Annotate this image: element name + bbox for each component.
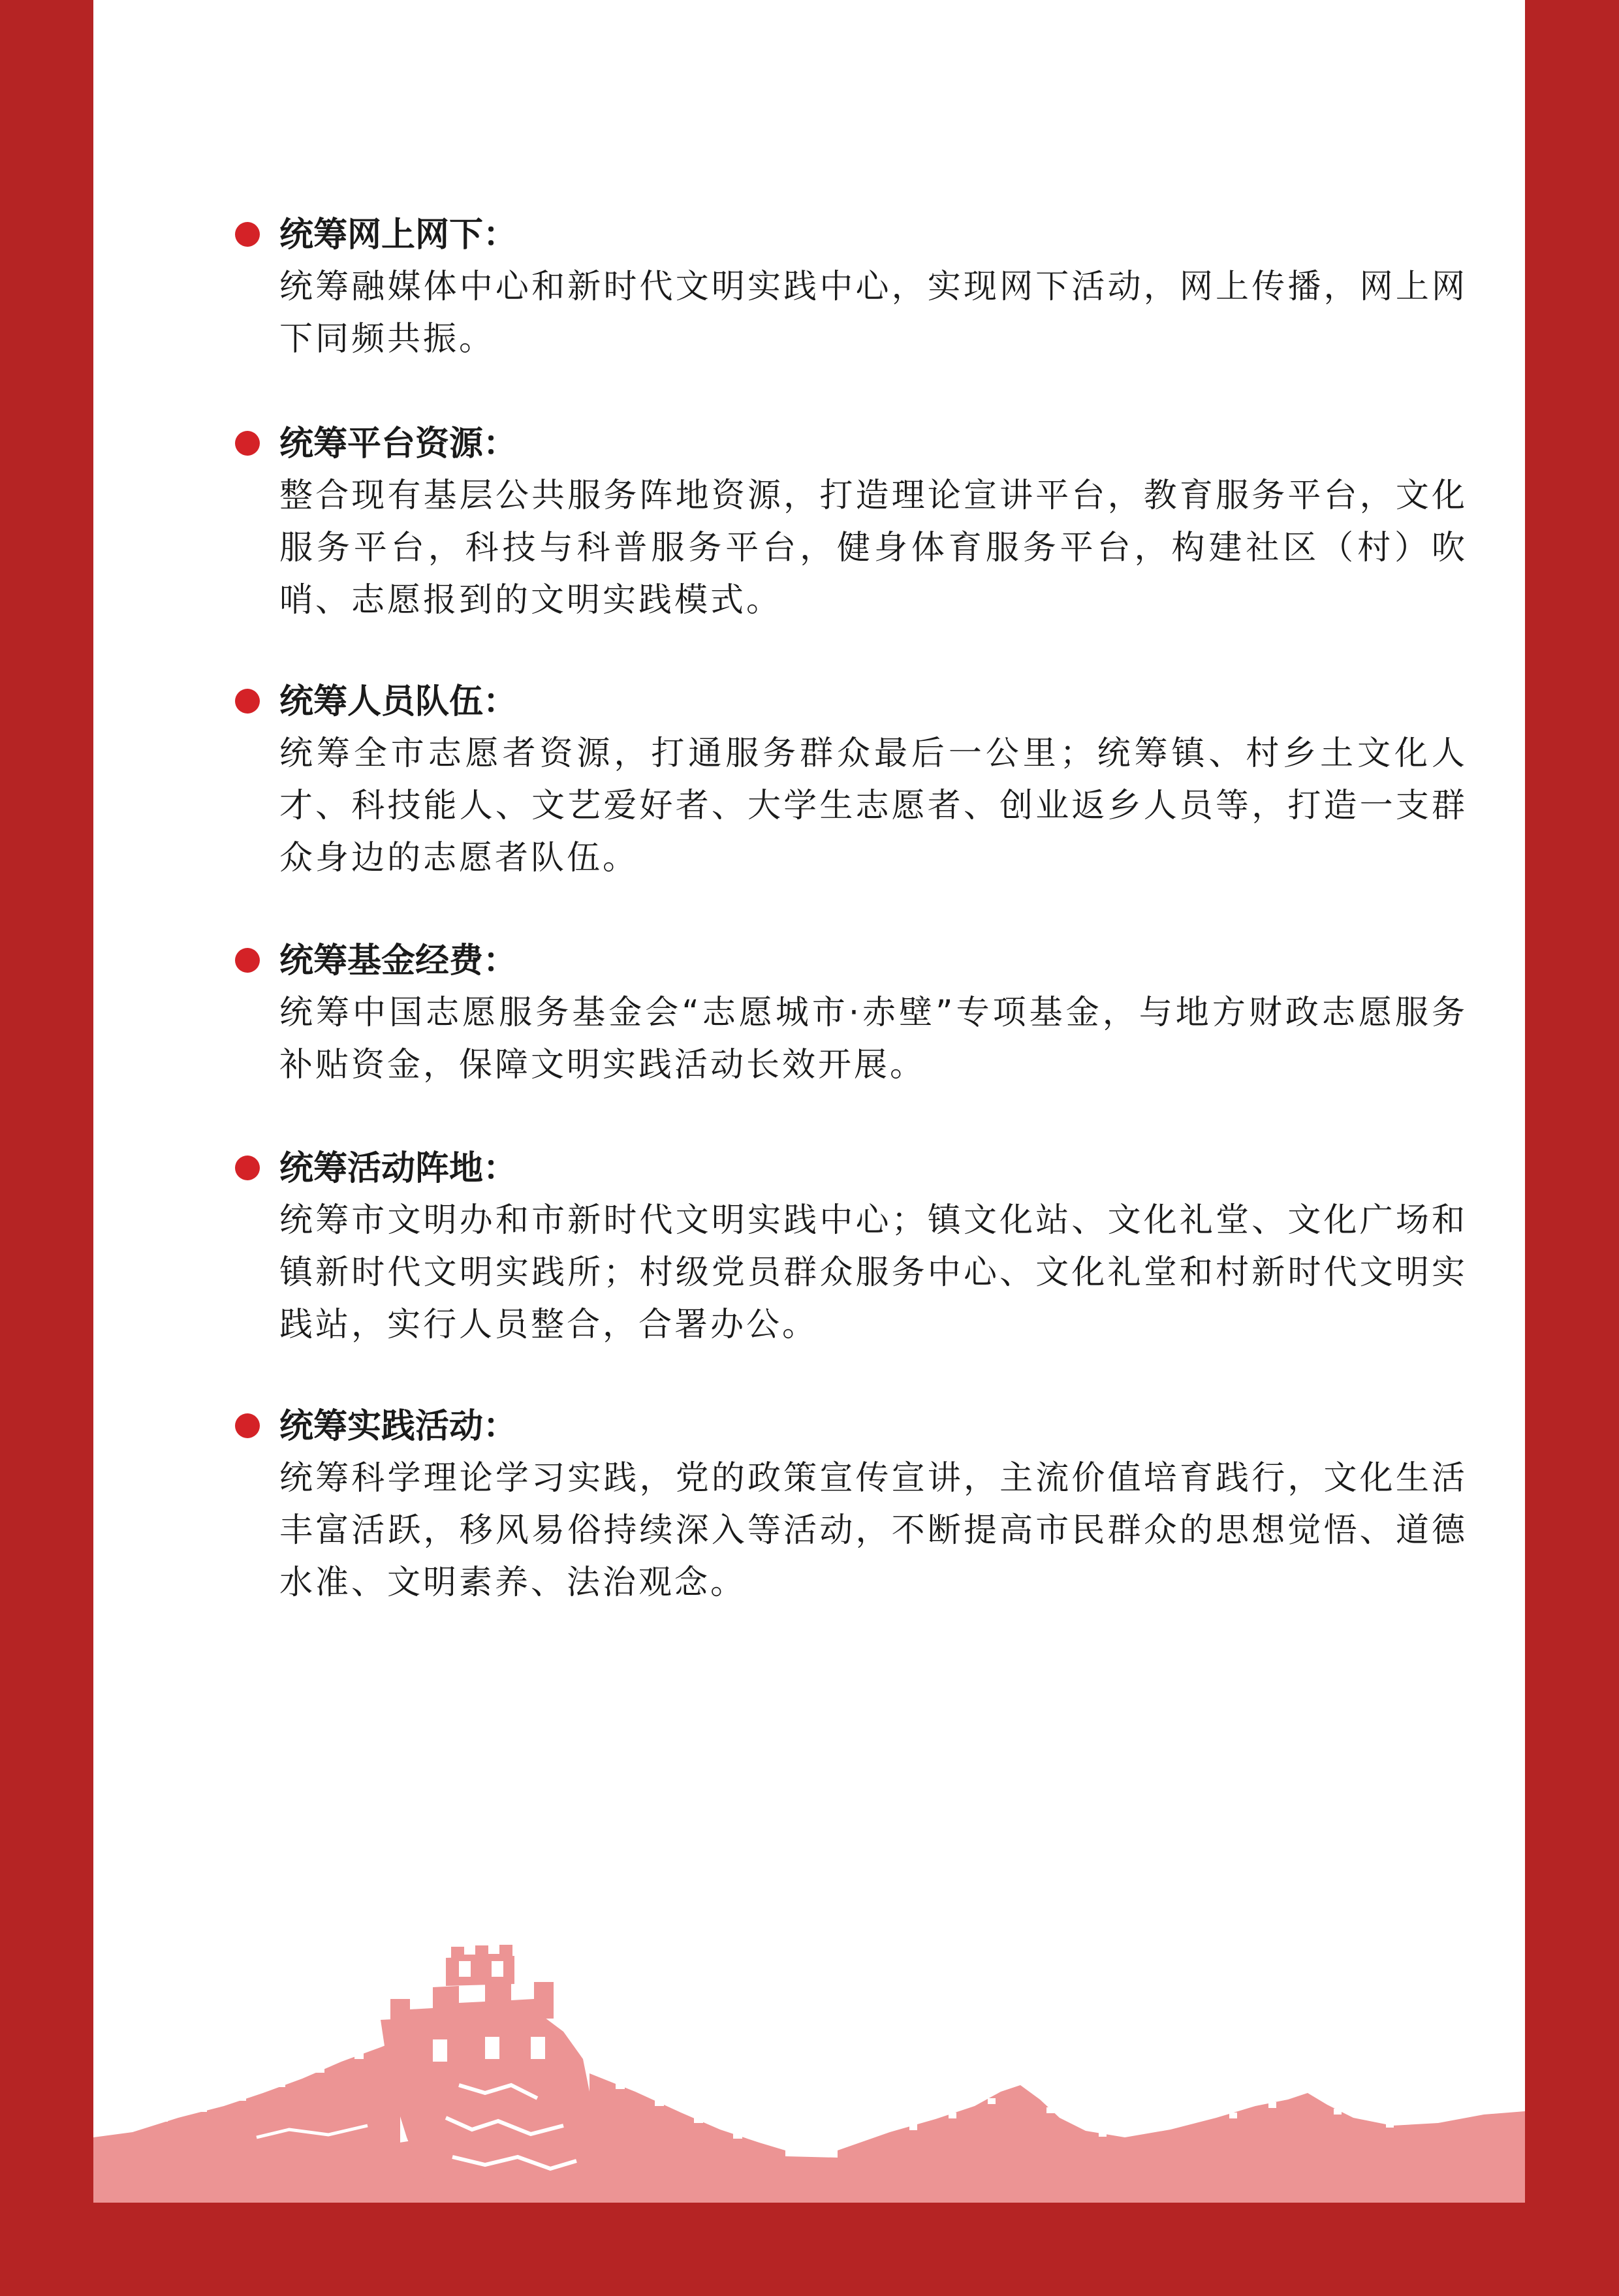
bullet-icon: [235, 222, 260, 247]
bullet-icon: [235, 689, 260, 714]
section-title: 统筹网上网下：: [279, 215, 518, 255]
section-online-offline: [279, 209, 1468, 366]
section-title: 统筹活动阵地：: [279, 1149, 518, 1188]
section-body: 统筹市文明办和市新时代文明实践中心；镇文化站、文化礼堂、文化广场和镇新时代文明实践所；村级党员群众服务中心、文化礼堂和村新时代文明实践站，实行人员整合，合署办公。: [279, 1201, 1468, 1344]
section-practice-activities: [279, 1400, 1468, 1609]
great-wall-illustration: [93, 1922, 1525, 2203]
bullet-icon: [235, 1156, 260, 1180]
section-body: 整合现有基层公共服务阵地资源，打造理论宣讲平台，教育服务平台，文化服务平台，科技与科普服务平台，健身体育服务平台，构建社区（村）吹哨、志愿报到的文明实践模式。: [279, 477, 1468, 620]
bullet-icon: [235, 948, 260, 973]
bullet-icon: [235, 431, 260, 456]
bullet-icon: [235, 1413, 260, 1438]
section-venues: [279, 1142, 1468, 1351]
section-title: 统筹人员队伍：: [279, 682, 518, 721]
section-title: 统筹基金经费：: [279, 941, 518, 981]
section-body: 统筹全市志愿者资源，打通服务群众最后一公里；统筹镇、村乡土文化人才、科技能人、文艺爱好者、大学生志愿者、创业返乡人员等，打造一支群众身边的志愿者队伍。: [279, 734, 1468, 877]
section-personnel: [279, 676, 1468, 885]
section-platform-resources: [279, 418, 1468, 627]
section-body: 统筹中国志愿服务基金会“志愿城市·赤壁”专项基金，与地方财政志愿服务补贴资金，保障文明实践活动长效开展。: [279, 994, 1468, 1084]
section-body: 统筹融媒体中心和新时代文明实践中心，实现网下活动，网上传播，网上网下同频共振。: [279, 268, 1468, 358]
section-funding: [279, 935, 1468, 1092]
document-page: [93, 0, 1525, 2203]
section-title: 统筹平台资源：: [279, 424, 518, 464]
section-title: 统筹实践活动：: [279, 1407, 518, 1446]
section-body: 统筹科学理论学习实践，党的政策宣传宣讲，主流价值培育践行，文化生活丰富活跃，移风易俗持续深入等活动，不断提高市民群众的思想觉悟、道德水准、文明素养、法治观念。: [279, 1459, 1468, 1602]
